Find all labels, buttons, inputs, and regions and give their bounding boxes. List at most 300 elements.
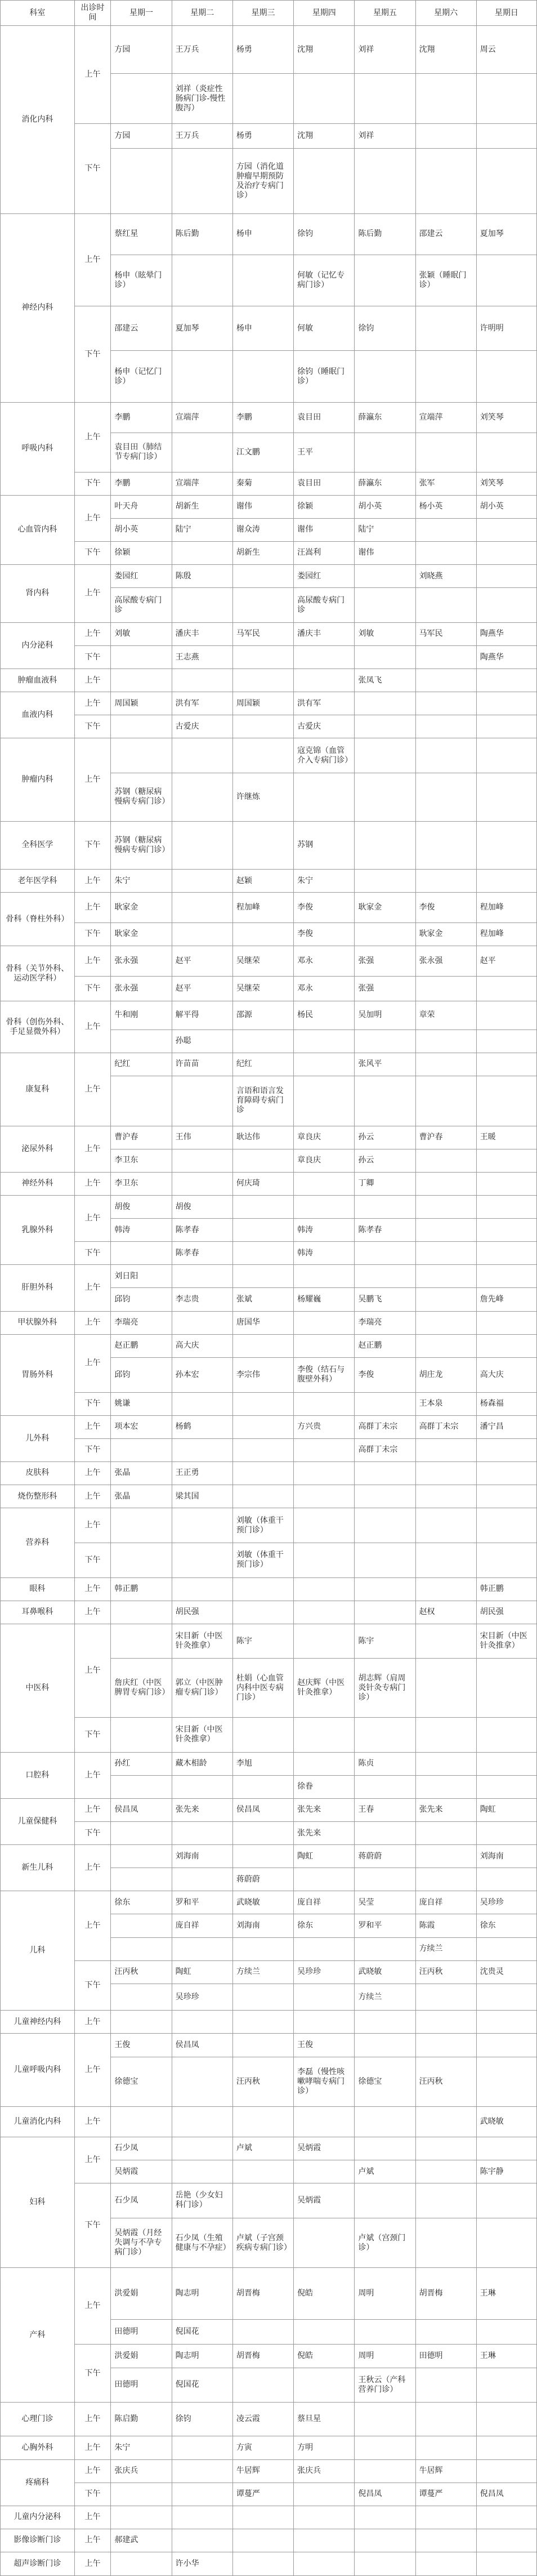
doctor-cell-wednesday bbox=[232, 2183, 293, 2218]
doctor-cell-thursday bbox=[294, 2011, 355, 2034]
doctor-cell-thursday: 汪嵩利 bbox=[294, 541, 355, 564]
doctor-cell-thursday bbox=[294, 2218, 355, 2268]
doctor-cell-friday: 薛瀛东 bbox=[355, 403, 415, 433]
doctor-cell-thursday: 娄园红 bbox=[294, 565, 355, 588]
doctor-cell-monday: 叶天舟 bbox=[111, 495, 172, 518]
doctor-cell-tuesday: 陈孝春 bbox=[172, 1219, 232, 1242]
session-cell: 上午 bbox=[74, 2403, 111, 2436]
table-row bbox=[1, 1577, 537, 1601]
doctor-cell-tuesday: 胡民强 bbox=[172, 1601, 232, 1624]
department-cell: 神经外科 bbox=[1, 1172, 75, 1195]
doctor-cell-tuesday: 胡俊 bbox=[172, 1195, 232, 1218]
doctor-cell-wednesday bbox=[232, 351, 293, 403]
doctor-cell-sunday bbox=[476, 565, 536, 588]
doctor-cell-saturday: 田德明 bbox=[415, 2345, 476, 2368]
doctor-cell-sunday bbox=[476, 2529, 536, 2552]
doctor-cell-wednesday bbox=[232, 1717, 293, 1752]
doctor-cell-friday: 张凤飞 bbox=[355, 669, 415, 692]
doctor-cell-thursday: 朱宁 bbox=[294, 870, 355, 893]
doctor-cell-friday: 张强 bbox=[355, 976, 415, 1001]
doctor-cell-wednesday: 侯昌凤 bbox=[232, 1798, 293, 1821]
department-cell: 骨科（关节外科、运动医学科） bbox=[1, 946, 75, 1001]
doctor-cell-sunday: 韩正鹏 bbox=[476, 1577, 536, 1601]
doctor-cell-friday: 丁卿 bbox=[355, 1172, 415, 1195]
doctor-cell-sunday: 王暖 bbox=[476, 1126, 536, 1149]
doctor-cell-monday: 赵正鹏 bbox=[111, 1334, 172, 1357]
doctor-cell-sunday: 胡小英 bbox=[476, 495, 536, 518]
doctor-cell-wednesday: 杜娟（心血管内科中医专病门诊） bbox=[232, 1659, 293, 1717]
doctor-cell-friday bbox=[355, 351, 415, 403]
doctor-cell-tuesday: 石少凤（生殖健康与不孕症） bbox=[172, 2218, 232, 2268]
table-row bbox=[1, 1195, 537, 1218]
doctor-cell-friday bbox=[355, 1461, 415, 1485]
doctor-cell-wednesday bbox=[232, 2107, 293, 2137]
doctor-cell-monday: 汪丙秋 bbox=[111, 1960, 172, 1984]
doctor-cell-tuesday: 侯昌凤 bbox=[172, 2034, 232, 2057]
doctor-cell-monday: 袁目田（肺结节专病门诊） bbox=[111, 433, 172, 472]
doctor-cell-friday bbox=[355, 433, 415, 472]
doctor-cell-friday: 武晓敏 bbox=[355, 1960, 415, 1984]
doctor-cell-tuesday: 陈孝春 bbox=[172, 1242, 232, 1265]
doctor-cell-saturday: 张先来 bbox=[415, 1798, 476, 1821]
doctor-cell-thursday: 古爱庆 bbox=[294, 715, 355, 738]
doctor-cell-thursday: 陶虹 bbox=[294, 1845, 355, 1868]
doctor-cell-sunday bbox=[476, 1485, 536, 1508]
doctor-cell-wednesday bbox=[232, 1485, 293, 1508]
doctor-cell-thursday: 苏钢 bbox=[294, 821, 355, 869]
session-cell: 上午 bbox=[74, 893, 111, 923]
doctor-cell-friday bbox=[355, 1543, 415, 1577]
doctor-cell-wednesday: 唐国华 bbox=[232, 1311, 293, 1334]
table-row bbox=[1, 403, 537, 433]
doctor-cell-thursday: 沈翔 bbox=[294, 26, 355, 74]
doctor-cell-saturday bbox=[415, 1195, 476, 1218]
doctor-cell-monday bbox=[111, 1845, 172, 1868]
doctor-cell-tuesday bbox=[172, 1392, 232, 1415]
doctor-cell-thursday bbox=[294, 1438, 355, 1461]
doctor-cell-sunday bbox=[476, 2137, 536, 2160]
doctor-cell-saturday: 张军 bbox=[415, 472, 476, 495]
table-row bbox=[1, 2403, 537, 2436]
doctor-cell-friday bbox=[355, 565, 415, 588]
department-cell: 肿瘤血液科 bbox=[1, 669, 75, 692]
doctor-cell-tuesday bbox=[172, 1438, 232, 1461]
doctor-cell-monday: 耿家金 bbox=[111, 922, 172, 946]
doctor-cell-sunday bbox=[476, 1717, 536, 1752]
doctor-cell-thursday bbox=[294, 1937, 355, 1960]
doctor-cell-wednesday bbox=[232, 2320, 293, 2345]
doctor-cell-sunday: 刘笑琴 bbox=[476, 403, 536, 433]
department-cell: 康复科 bbox=[1, 1053, 75, 1126]
doctor-cell-friday: 徐钧 bbox=[355, 306, 415, 351]
doctor-cell-thursday bbox=[294, 773, 355, 821]
doctor-cell-saturday bbox=[415, 870, 476, 893]
header-monday: 星期一 bbox=[111, 1, 172, 26]
department-cell: 肝胆外科 bbox=[1, 1265, 75, 1311]
session-cell: 上午 bbox=[74, 2552, 111, 2576]
doctor-cell-sunday: 陈宇静 bbox=[476, 2160, 536, 2183]
doctor-cell-tuesday: 杨鹤 bbox=[172, 1415, 232, 1438]
doctor-cell-friday: 陈贞 bbox=[355, 1752, 415, 1775]
doctor-cell-thursday: 徐钧 bbox=[294, 213, 355, 255]
doctor-cell-thursday bbox=[294, 1392, 355, 1415]
session-cell: 下午 bbox=[74, 1960, 111, 2011]
doctor-cell-tuesday: 解平得 bbox=[172, 1001, 232, 1030]
department-cell: 肾内科 bbox=[1, 565, 75, 623]
doctor-cell-friday bbox=[355, 738, 415, 773]
doctor-cell-tuesday bbox=[172, 1076, 232, 1126]
doctor-cell-wednesday bbox=[232, 255, 293, 306]
doctor-cell-friday bbox=[355, 2034, 415, 2057]
doctor-cell-sunday bbox=[476, 1508, 536, 1543]
doctor-cell-friday: 刘祥 bbox=[355, 26, 415, 74]
doctor-cell-saturday bbox=[415, 1577, 476, 1601]
doctor-cell-friday bbox=[355, 2552, 415, 2576]
doctor-cell-monday: 耿家金 bbox=[111, 893, 172, 923]
doctor-cell-saturday bbox=[415, 2552, 476, 2576]
doctor-cell-sunday bbox=[476, 1076, 536, 1126]
doctor-cell-sunday bbox=[476, 2218, 536, 2268]
table-row bbox=[1, 2483, 537, 2506]
doctor-cell-thursday: 李磊（慢性咳嗽哮喘专病门诊） bbox=[294, 2057, 355, 2107]
doctor-cell-sunday: 徐东 bbox=[476, 1914, 536, 1937]
department-cell: 新生儿科 bbox=[1, 1845, 75, 1891]
department-cell: 老年医学科 bbox=[1, 870, 75, 893]
doctor-cell-tuesday bbox=[172, 1868, 232, 1891]
doctor-cell-sunday bbox=[476, 351, 536, 403]
doctor-cell-wednesday bbox=[232, 1461, 293, 1485]
department-cell: 呼吸内科 bbox=[1, 403, 75, 496]
doctor-cell-friday bbox=[355, 255, 415, 306]
doctor-cell-thursday: 徐眷 bbox=[294, 1775, 355, 1798]
doctor-cell-friday bbox=[355, 2183, 415, 2218]
department-cell: 儿童内分泌科 bbox=[1, 2506, 75, 2529]
doctor-cell-thursday: 袁目田 bbox=[294, 403, 355, 433]
doctor-cell-tuesday bbox=[172, 1543, 232, 1577]
doctor-cell-tuesday: 徐钧 bbox=[172, 2403, 232, 2436]
doctor-cell-wednesday: 李旭 bbox=[232, 1752, 293, 1775]
session-cell: 上午 bbox=[74, 213, 111, 306]
doctor-cell-saturday bbox=[415, 1659, 476, 1717]
doctor-cell-monday bbox=[111, 1543, 172, 1577]
department-cell: 泌尿外科 bbox=[1, 1126, 75, 1172]
doctor-cell-friday: 高群丁未宗 bbox=[355, 1415, 415, 1438]
doctor-cell-tuesday: 赵平 bbox=[172, 946, 232, 977]
doctor-cell-sunday bbox=[476, 1821, 536, 1844]
session-cell: 上午 bbox=[74, 622, 111, 645]
doctor-cell-thursday: 方兴贵 bbox=[294, 1415, 355, 1438]
doctor-cell-thursday: 庞自祥 bbox=[294, 1891, 355, 1914]
doctor-cell-sunday: 王琳 bbox=[476, 2345, 536, 2368]
doctor-cell-monday bbox=[111, 2011, 172, 2034]
department-cell: 神经内科 bbox=[1, 213, 75, 402]
doctor-cell-sunday bbox=[476, 2552, 536, 2576]
doctor-cell-monday bbox=[111, 1717, 172, 1752]
doctor-cell-tuesday: 赵平 bbox=[172, 976, 232, 1001]
doctor-cell-monday bbox=[111, 1914, 172, 1937]
doctor-cell-sunday bbox=[476, 1438, 536, 1461]
doctor-cell-thursday bbox=[294, 1029, 355, 1053]
doctor-cell-wednesday bbox=[232, 1334, 293, 1357]
doctor-cell-thursday: 何敏 bbox=[294, 306, 355, 351]
doctor-cell-monday: 杨申（眩晕门诊） bbox=[111, 255, 172, 306]
table-row bbox=[1, 1798, 537, 1821]
doctor-cell-saturday: 章荣 bbox=[415, 1001, 476, 1030]
doctor-cell-thursday bbox=[294, 1265, 355, 1288]
doctor-cell-sunday bbox=[476, 2506, 536, 2529]
table-row bbox=[1, 1752, 537, 1775]
department-cell: 口腔科 bbox=[1, 1752, 75, 1798]
doctor-cell-tuesday: 王志燕 bbox=[172, 645, 232, 668]
department-cell: 心血管内科 bbox=[1, 495, 75, 564]
doctor-cell-saturday bbox=[415, 1775, 476, 1798]
doctor-cell-tuesday bbox=[172, 255, 232, 306]
session-cell: 下午 bbox=[74, 715, 111, 738]
doctor-cell-monday: 牛和刚 bbox=[111, 1001, 172, 1030]
doctor-cell-monday: 李卫东 bbox=[111, 1149, 172, 1172]
doctor-cell-wednesday: 吴继荣 bbox=[232, 976, 293, 1001]
doctor-cell-thursday bbox=[294, 1053, 355, 1076]
doctor-cell-wednesday: 许继炼 bbox=[232, 773, 293, 821]
doctor-cell-sunday bbox=[476, 1984, 536, 2010]
session-cell: 上午 bbox=[74, 669, 111, 692]
doctor-cell-wednesday: 何庆琦 bbox=[232, 1172, 293, 1195]
doctor-cell-friday bbox=[355, 1821, 415, 1844]
table-row bbox=[1, 2529, 537, 2552]
doctor-cell-wednesday: 谢众涛 bbox=[232, 518, 293, 541]
doctor-cell-thursday bbox=[294, 669, 355, 692]
doctor-cell-friday: 王秋云（产科营养门诊） bbox=[355, 2368, 415, 2403]
department-cell: 胃肠外科 bbox=[1, 1334, 75, 1415]
doctor-cell-thursday: 徐东 bbox=[294, 1914, 355, 1937]
schedule-body bbox=[1, 26, 537, 2576]
doctor-cell-thursday bbox=[294, 1543, 355, 1577]
doctor-cell-tuesday bbox=[172, 669, 232, 692]
doctor-cell-wednesday: 蒋蔚蔚 bbox=[232, 1868, 293, 1891]
doctor-cell-monday bbox=[111, 2107, 172, 2137]
doctor-cell-tuesday bbox=[172, 1577, 232, 1601]
doctor-cell-tuesday: 宣端萍 bbox=[172, 403, 232, 433]
doctor-cell-saturday bbox=[415, 1485, 476, 1508]
doctor-cell-saturday: 谭蔓严 bbox=[415, 2483, 476, 2506]
doctor-cell-monday: 李鹏 bbox=[111, 403, 172, 433]
doctor-cell-thursday: 高尿酸专病门诊 bbox=[294, 588, 355, 623]
doctor-cell-friday bbox=[355, 1937, 415, 1960]
doctor-cell-friday bbox=[355, 1601, 415, 1624]
doctor-cell-thursday bbox=[294, 2529, 355, 2552]
doctor-cell-tuesday: 许苗苗 bbox=[172, 1053, 232, 1076]
doctor-cell-wednesday: 程加峰 bbox=[232, 893, 293, 923]
doctor-cell-tuesday: 刘海南 bbox=[172, 1845, 232, 1868]
table-row bbox=[1, 2268, 537, 2320]
doctor-cell-tuesday: 王正勇 bbox=[172, 1461, 232, 1485]
doctor-cell-monday bbox=[111, 1984, 172, 2010]
doctor-cell-saturday bbox=[415, 1288, 476, 1311]
doctor-cell-friday: 孙云 bbox=[355, 1126, 415, 1149]
doctor-cell-sunday: 宋目新（中医针灸推拿） bbox=[476, 1624, 536, 1659]
doctor-cell-wednesday bbox=[232, 1195, 293, 1218]
doctor-cell-monday: 娄园红 bbox=[111, 565, 172, 588]
doctor-cell-sunday: 程加峰 bbox=[476, 922, 536, 946]
doctor-cell-thursday bbox=[294, 74, 355, 124]
doctor-cell-monday: 石少凤 bbox=[111, 2183, 172, 2218]
doctor-cell-thursday bbox=[294, 1868, 355, 1891]
doctor-cell-monday bbox=[111, 669, 172, 692]
doctor-cell-monday: 韩涛 bbox=[111, 1219, 172, 1242]
doctor-cell-friday: 陈后勤 bbox=[355, 213, 415, 255]
doctor-cell-wednesday bbox=[232, 2529, 293, 2552]
doctor-cell-wednesday: 陈宇 bbox=[232, 1624, 293, 1659]
doctor-cell-saturday bbox=[415, 1265, 476, 1288]
session-cell: 下午 bbox=[74, 1242, 111, 1265]
doctor-cell-sunday: 许明明 bbox=[476, 306, 536, 351]
doctor-cell-saturday: 李俊 bbox=[415, 893, 476, 923]
doctor-cell-thursday bbox=[294, 1577, 355, 1601]
session-cell: 上午 bbox=[74, 1311, 111, 1334]
session-cell: 上午 bbox=[74, 1001, 111, 1053]
doctor-cell-wednesday bbox=[232, 1984, 293, 2010]
doctor-cell-friday: 吴鹏飞 bbox=[355, 1288, 415, 1311]
doctor-cell-monday: 张永强 bbox=[111, 946, 172, 977]
doctor-cell-wednesday: 言语和语言发育障碍专病门诊 bbox=[232, 1076, 293, 1126]
table-row bbox=[1, 870, 537, 893]
doctor-cell-saturday bbox=[415, 351, 476, 403]
doctor-cell-saturday bbox=[415, 2403, 476, 2436]
doctor-cell-tuesday bbox=[172, 2483, 232, 2506]
doctor-cell-tuesday bbox=[172, 149, 232, 213]
table-row bbox=[1, 1845, 537, 1868]
doctor-cell-tuesday bbox=[172, 2137, 232, 2160]
doctor-cell-friday: 周明 bbox=[355, 2268, 415, 2320]
table-row bbox=[1, 893, 537, 923]
doctor-cell-saturday: 陈霞 bbox=[415, 1914, 476, 1937]
session-cell: 上午 bbox=[74, 1508, 111, 1543]
doctor-cell-saturday bbox=[415, 1821, 476, 1844]
table-row bbox=[1, 1311, 537, 1334]
doctor-cell-sunday bbox=[476, 738, 536, 773]
doctor-cell-monday: 苏钢（糖尿病慢病专病门诊） bbox=[111, 773, 172, 821]
doctor-cell-saturday: 汪丙秋 bbox=[415, 1960, 476, 1984]
doctor-cell-friday: 李俊 bbox=[355, 1357, 415, 1392]
doctor-cell-wednesday bbox=[232, 715, 293, 738]
doctor-cell-monday: 胡小英 bbox=[111, 518, 172, 541]
session-cell: 上午 bbox=[74, 1172, 111, 1195]
doctor-cell-friday: 蒋蔚蔚 bbox=[355, 1845, 415, 1868]
doctor-cell-monday: 洪爱娟 bbox=[111, 2345, 172, 2368]
department-cell: 血液内科 bbox=[1, 692, 75, 738]
doctor-cell-friday: 方续兰 bbox=[355, 1984, 415, 2010]
doctor-cell-thursday: 王俊 bbox=[294, 2034, 355, 2057]
doctor-cell-tuesday: 潘庆丰 bbox=[172, 622, 232, 645]
doctor-cell-monday: 王俊 bbox=[111, 2034, 172, 2057]
doctor-cell-saturday bbox=[415, 1845, 476, 1868]
doctor-cell-monday: 邱钧 bbox=[111, 1357, 172, 1392]
doctor-cell-sunday bbox=[476, 2436, 536, 2459]
doctor-cell-tuesday: 陶虹 bbox=[172, 1960, 232, 1984]
doctor-cell-saturday bbox=[415, 2107, 476, 2137]
doctor-cell-thursday: 李俊（结石与腹壁外科） bbox=[294, 1357, 355, 1392]
doctor-cell-sunday bbox=[476, 1311, 536, 1334]
doctor-cell-sunday bbox=[476, 518, 536, 541]
doctor-cell-wednesday: 纪红 bbox=[232, 1053, 293, 1076]
session-cell: 上午 bbox=[74, 1798, 111, 1821]
doctor-cell-monday bbox=[111, 1438, 172, 1461]
doctor-cell-tuesday: 岳艳（少女妇科门诊） bbox=[172, 2183, 232, 2218]
doctor-cell-sunday: 胡民强 bbox=[476, 1601, 536, 1624]
session-cell: 下午 bbox=[74, 1392, 111, 1415]
doctor-cell-tuesday: 庞自祥 bbox=[172, 1914, 232, 1937]
doctor-cell-saturday bbox=[415, 74, 476, 124]
doctor-cell-tuesday: 陈殷 bbox=[172, 565, 232, 588]
session-cell: 下午 bbox=[74, 645, 111, 668]
doctor-cell-friday bbox=[355, 1265, 415, 1288]
doctor-cell-thursday bbox=[294, 149, 355, 213]
doctor-cell-sunday bbox=[476, 1543, 536, 1577]
doctor-cell-monday bbox=[111, 1937, 172, 1960]
session-cell: 上午 bbox=[74, 1053, 111, 1126]
doctor-cell-sunday bbox=[476, 1029, 536, 1053]
doctor-cell-wednesday bbox=[232, 738, 293, 773]
doctor-cell-monday bbox=[111, 74, 172, 124]
session-cell: 下午 bbox=[74, 124, 111, 214]
session-cell: 上午 bbox=[74, 2034, 111, 2107]
doctor-cell-friday bbox=[355, 588, 415, 623]
doctor-cell-sunday: 程加峰 bbox=[476, 893, 536, 923]
doctor-cell-friday bbox=[355, 2436, 415, 2459]
doctor-cell-thursday: 王平 bbox=[294, 433, 355, 472]
doctor-cell-monday: 邱钧 bbox=[111, 1288, 172, 1311]
doctor-cell-tuesday bbox=[172, 773, 232, 821]
table-row bbox=[1, 976, 537, 1001]
table-row bbox=[1, 1717, 537, 1752]
table-row bbox=[1, 1508, 537, 1543]
doctor-cell-friday bbox=[355, 692, 415, 715]
doctor-cell-friday: 刘敏 bbox=[355, 622, 415, 645]
doctor-cell-thursday bbox=[294, 1717, 355, 1752]
doctor-cell-friday: 倪昌凤 bbox=[355, 2483, 415, 2506]
doctor-cell-monday bbox=[111, 1775, 172, 1798]
doctor-cell-wednesday: 刘敏（体重干预门诊） bbox=[232, 1543, 293, 1577]
doctor-cell-thursday: 何敏（记忆专病门诊） bbox=[294, 255, 355, 306]
department-cell: 甲状腺外科 bbox=[1, 1311, 75, 1334]
session-cell: 下午 bbox=[74, 306, 111, 403]
doctor-cell-thursday: 徐钧（睡眠门诊） bbox=[294, 351, 355, 403]
doctor-cell-wednesday: 方续兰 bbox=[232, 1960, 293, 1984]
table-row bbox=[1, 1172, 537, 1195]
table-row bbox=[1, 1461, 537, 1485]
doctor-cell-sunday: 詹先峰 bbox=[476, 1288, 536, 1311]
department-cell: 儿童神经内科 bbox=[1, 2011, 75, 2034]
doctor-cell-sunday bbox=[476, 1242, 536, 1265]
table-row bbox=[1, 2552, 537, 2576]
doctor-cell-monday: 朱宁 bbox=[111, 870, 172, 893]
header-friday: 星期五 bbox=[355, 1, 415, 26]
doctor-cell-monday: 李瑞亮 bbox=[111, 1311, 172, 1334]
doctor-cell-monday bbox=[111, 738, 172, 773]
doctor-cell-wednesday: 牛居辉 bbox=[232, 2459, 293, 2483]
doctor-cell-friday bbox=[355, 1508, 415, 1543]
table-row bbox=[1, 2436, 537, 2459]
doctor-cell-sunday: 潘宁昌 bbox=[476, 1415, 536, 1438]
table-row bbox=[1, 495, 537, 518]
doctor-cell-sunday bbox=[476, 1775, 536, 1798]
table-row bbox=[1, 1485, 537, 1508]
session-cell: 上午 bbox=[74, 403, 111, 472]
doctor-cell-wednesday bbox=[232, 1577, 293, 1601]
doctor-cell-saturday: 马军民 bbox=[415, 622, 476, 645]
doctor-cell-wednesday bbox=[232, 2011, 293, 2034]
doctor-cell-thursday: 洪有军 bbox=[294, 692, 355, 715]
